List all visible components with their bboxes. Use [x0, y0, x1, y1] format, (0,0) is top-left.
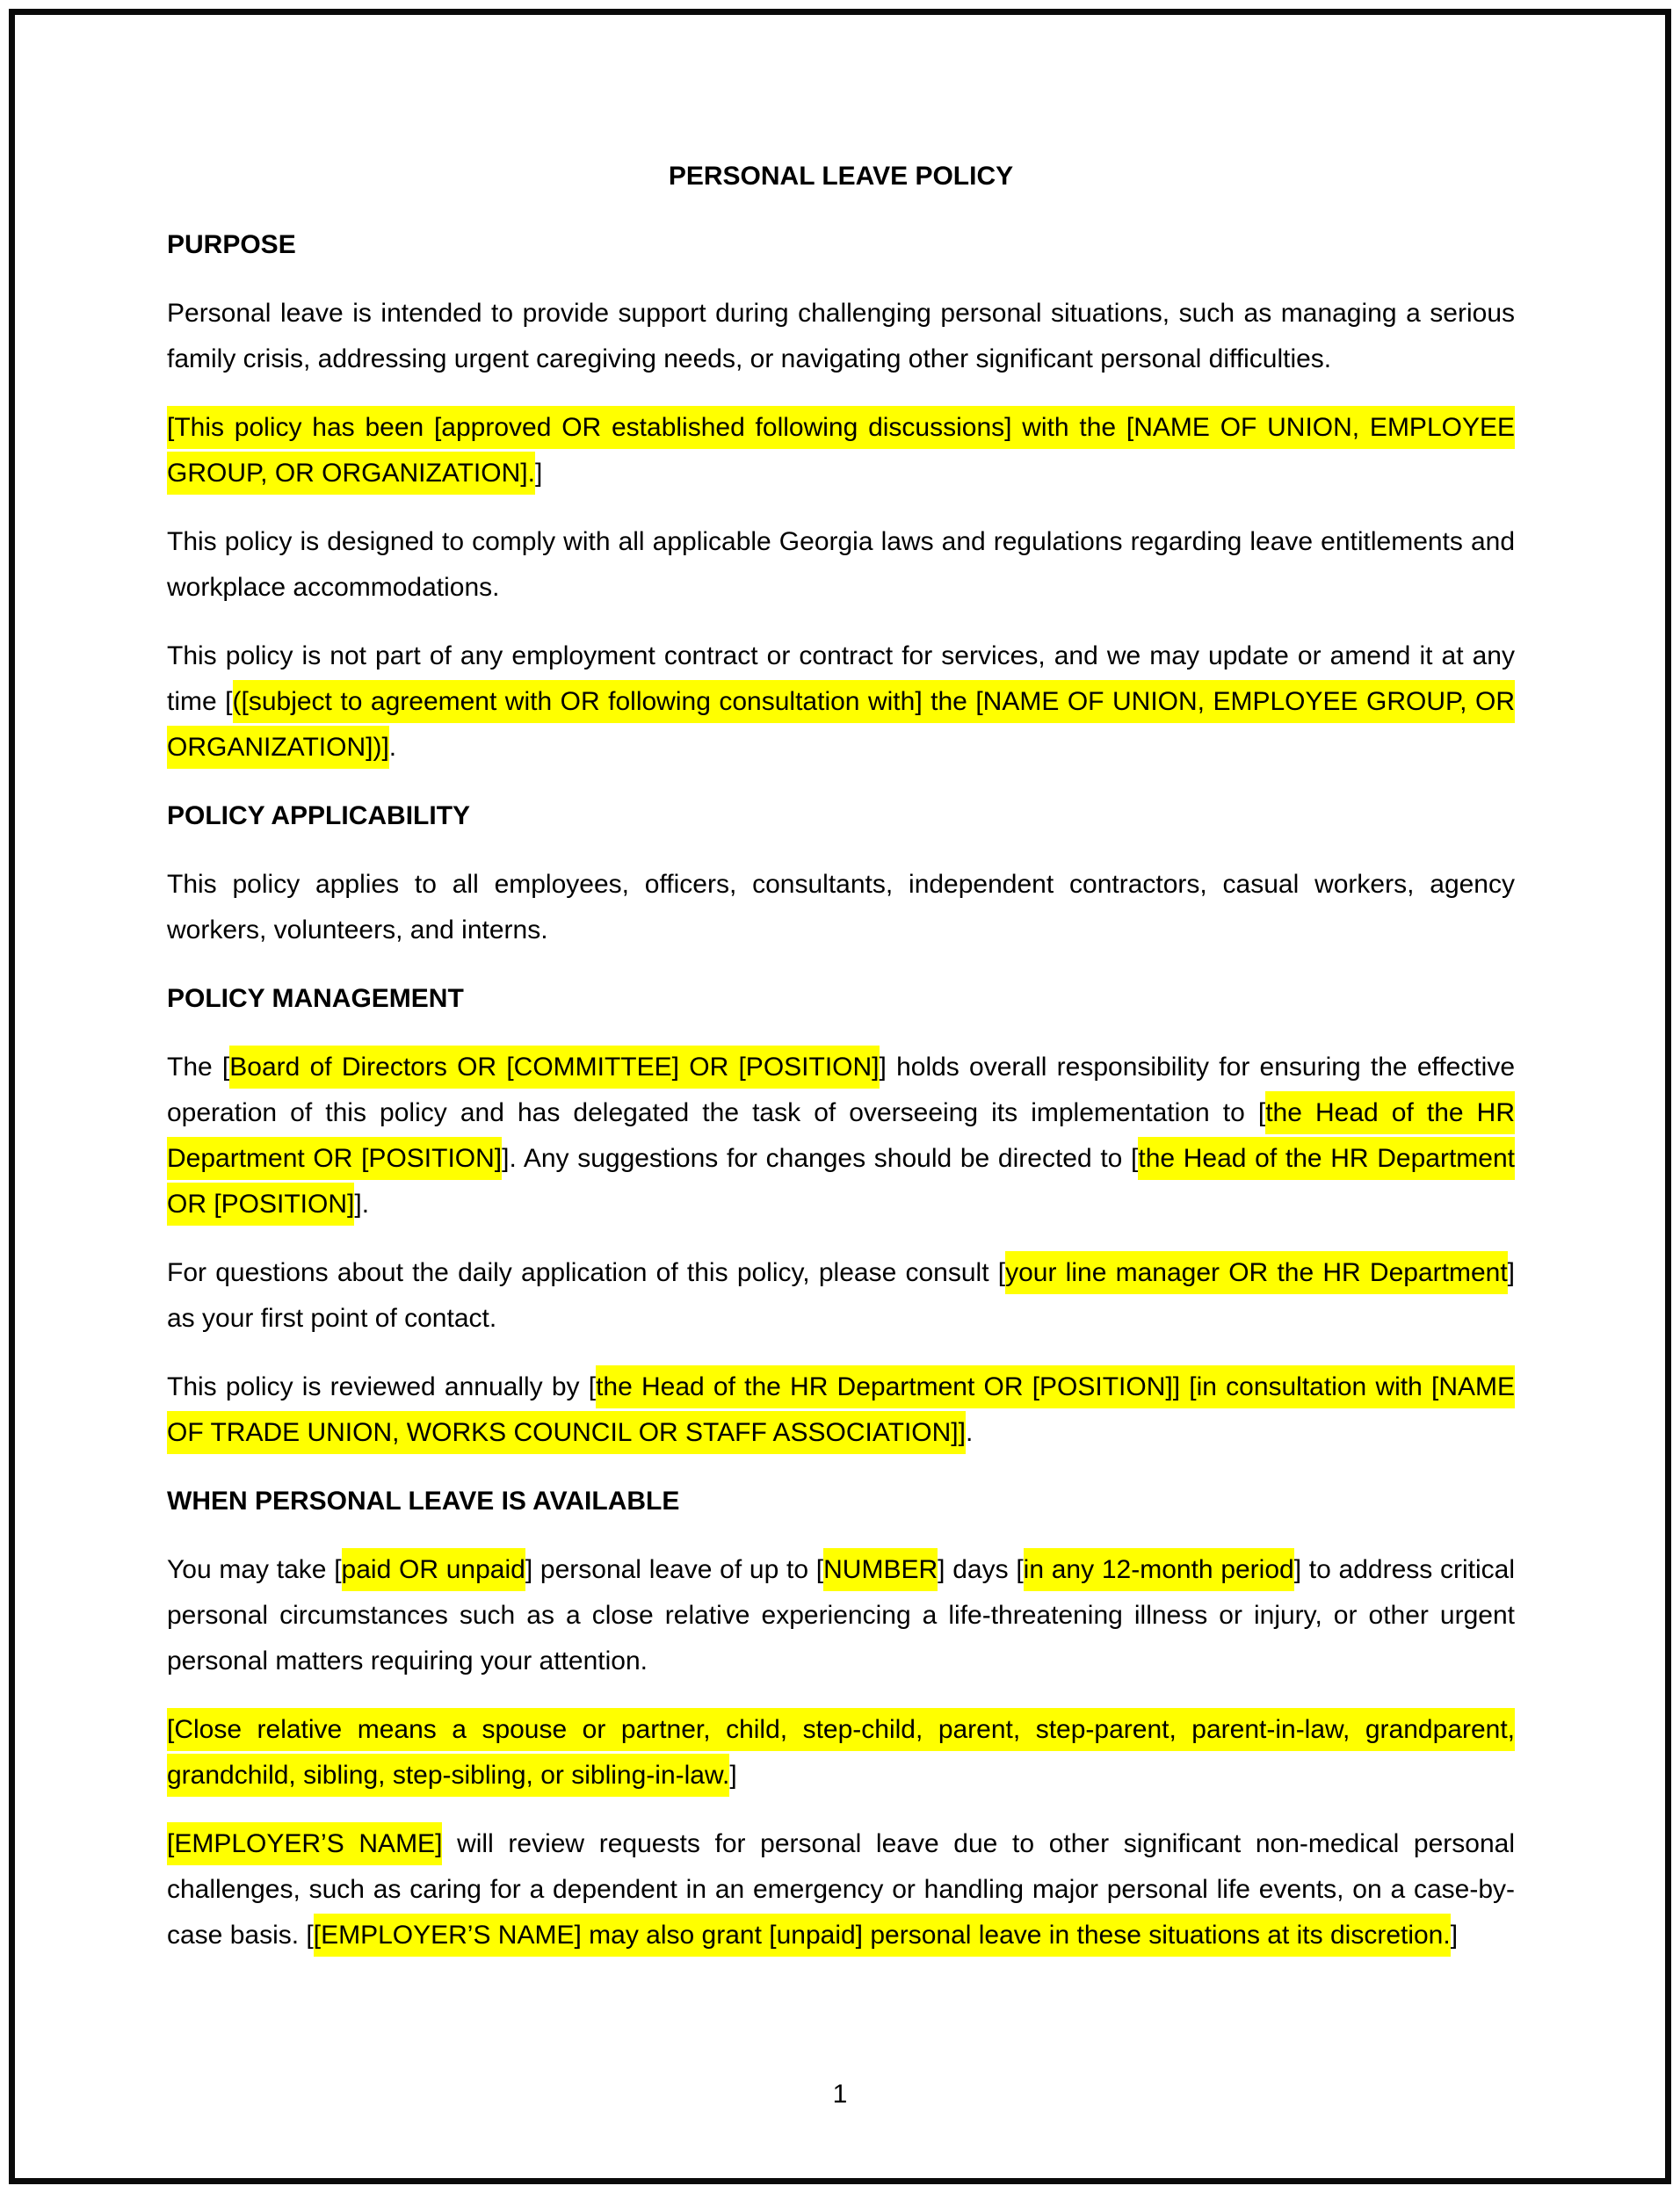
highlighted-text-run: the Head of the HR Department OR [POSITION]	[167, 1137, 1515, 1226]
highlighted-text-run: the Head of the HR Department OR [POSITION]	[167, 1091, 1515, 1180]
text-run: ]. Any suggestions for changes should be directed to [	[502, 1144, 1139, 1173]
page-number: 1	[832, 2080, 848, 2109]
text-run: ]	[534, 459, 543, 488]
text-run: This policy is not part of any employment contract or contract for services, and we may update or amend it at any time [	[167, 641, 1515, 716]
text-run: ] personal leave of up to [	[525, 1555, 824, 1584]
text-run: ]	[729, 1761, 737, 1790]
text-run: WHEN PERSONAL LEAVE IS AVAILABLE	[167, 1487, 680, 1516]
highlighted-text-run: [Close relative means a spouse or partner, child, step-child, parent, step-parent, parent-in-law, grandparent, grandchild, sibling, step-sibling, or sibling-in-law.	[167, 1708, 1515, 1797]
body-paragraph	[167, 1547, 1515, 1684]
body-paragraph	[167, 519, 1515, 611]
text-run: This policy is reviewed annually by [	[167, 1372, 597, 1401]
document-body	[167, 154, 1515, 1981]
highlighted-text-run: ([subject to agreement with OR following consultation with] the [NAME OF UNION, EMPLOYEE GROUP, OR ORGANIZATION])]	[167, 680, 1515, 769]
text-run: .	[388, 733, 397, 762]
text-run: This policy applies to all employees, officers, consultants, independent contractors, casual workers, agency workers, volunteers, and interns.	[167, 870, 1515, 945]
body-paragraph	[167, 862, 1515, 953]
text-run: ] to address critical personal circumstances such as a close relative experiencing a life-threatening illness or injury, or other urgent personal matters requiring your attention.	[167, 1555, 1516, 1676]
body-paragraph	[167, 1821, 1515, 1958]
text-run: ] holds overall responsibility for ensuring the effective operation of this policy and has delegated the task of overseeing its implementation to [	[167, 1053, 1515, 1127]
text-run: POLICY MANAGEMENT	[167, 984, 464, 1013]
highlighted-text-run: paid OR unpaid	[342, 1548, 525, 1591]
body-paragraph	[167, 1707, 1515, 1799]
text-run: ] days [	[938, 1555, 1024, 1584]
text-run: For questions about the daily application of this policy, please consult [	[167, 1258, 1006, 1287]
highlighted-text-run: NUMBER	[823, 1548, 938, 1591]
highlighted-text-run: Board of Directors OR [COMMITTEE] OR [POSITION]	[229, 1046, 879, 1089]
text-run: will review requests for personal leave due to other significant non-medical personal challenges, such as caring for a dependent in an emergency or handling major personal life events, on a case-by-case basis. [	[167, 1829, 1515, 1950]
highlighted-text-run: in any 12-month period	[1024, 1548, 1294, 1591]
body-paragraph	[167, 291, 1515, 382]
highlighted-text-run: the Head of the HR Department OR [POSITION]] [in consultation with [NAME OF TRADE UNION, WORKS COUNCIL OR STAFF ASSOCIATION]]	[167, 1365, 1515, 1454]
body-paragraph	[167, 1250, 1515, 1342]
text-run: The [	[167, 1053, 230, 1082]
body-paragraph	[167, 633, 1515, 771]
text-run: POLICY APPLICABILITY	[167, 801, 471, 830]
body-paragraph	[167, 1045, 1515, 1227]
section-heading	[167, 976, 1515, 1022]
text-run: Personal leave is intended to provide support during challenging personal situations, such as managing a serious family crisis, addressing urgent caregiving needs, or navigating other significant personal difficulties.	[167, 299, 1515, 373]
text-run: This policy is designed to comply with all applicable Georgia laws and regulations regarding leave entitlements and workplace accommodations.	[167, 527, 1515, 602]
text-run: PURPOSE	[167, 230, 296, 259]
text-run: ].	[354, 1190, 370, 1219]
document-blocks	[167, 222, 1515, 1958]
highlighted-text-run: [This policy has been [approved OR established following discussions] with the [NAME OF UNION, EMPLOYEE GROUP, OR ORGANIZATION].	[167, 406, 1515, 495]
text-run: .	[965, 1418, 974, 1447]
text-run: ]	[1450, 1921, 1459, 1950]
highlighted-text-run: [EMPLOYER’S NAME]	[167, 1822, 442, 1865]
highlighted-text-run: your line manager OR the HR Department	[1005, 1251, 1508, 1294]
section-heading	[167, 793, 1515, 839]
section-heading	[167, 1479, 1515, 1524]
body-paragraph	[167, 1364, 1515, 1456]
document-title: PERSONAL LEAVE POLICY	[668, 162, 1014, 191]
text-run: You may take [	[167, 1555, 342, 1584]
text-run: ] as your first point of contact.	[167, 1258, 1516, 1333]
section-heading	[167, 222, 1515, 268]
body-paragraph	[167, 405, 1515, 496]
highlighted-text-run: [EMPLOYER’S NAME] may also grant [unpaid] personal leave in these situations at its discretion.	[314, 1914, 1451, 1957]
